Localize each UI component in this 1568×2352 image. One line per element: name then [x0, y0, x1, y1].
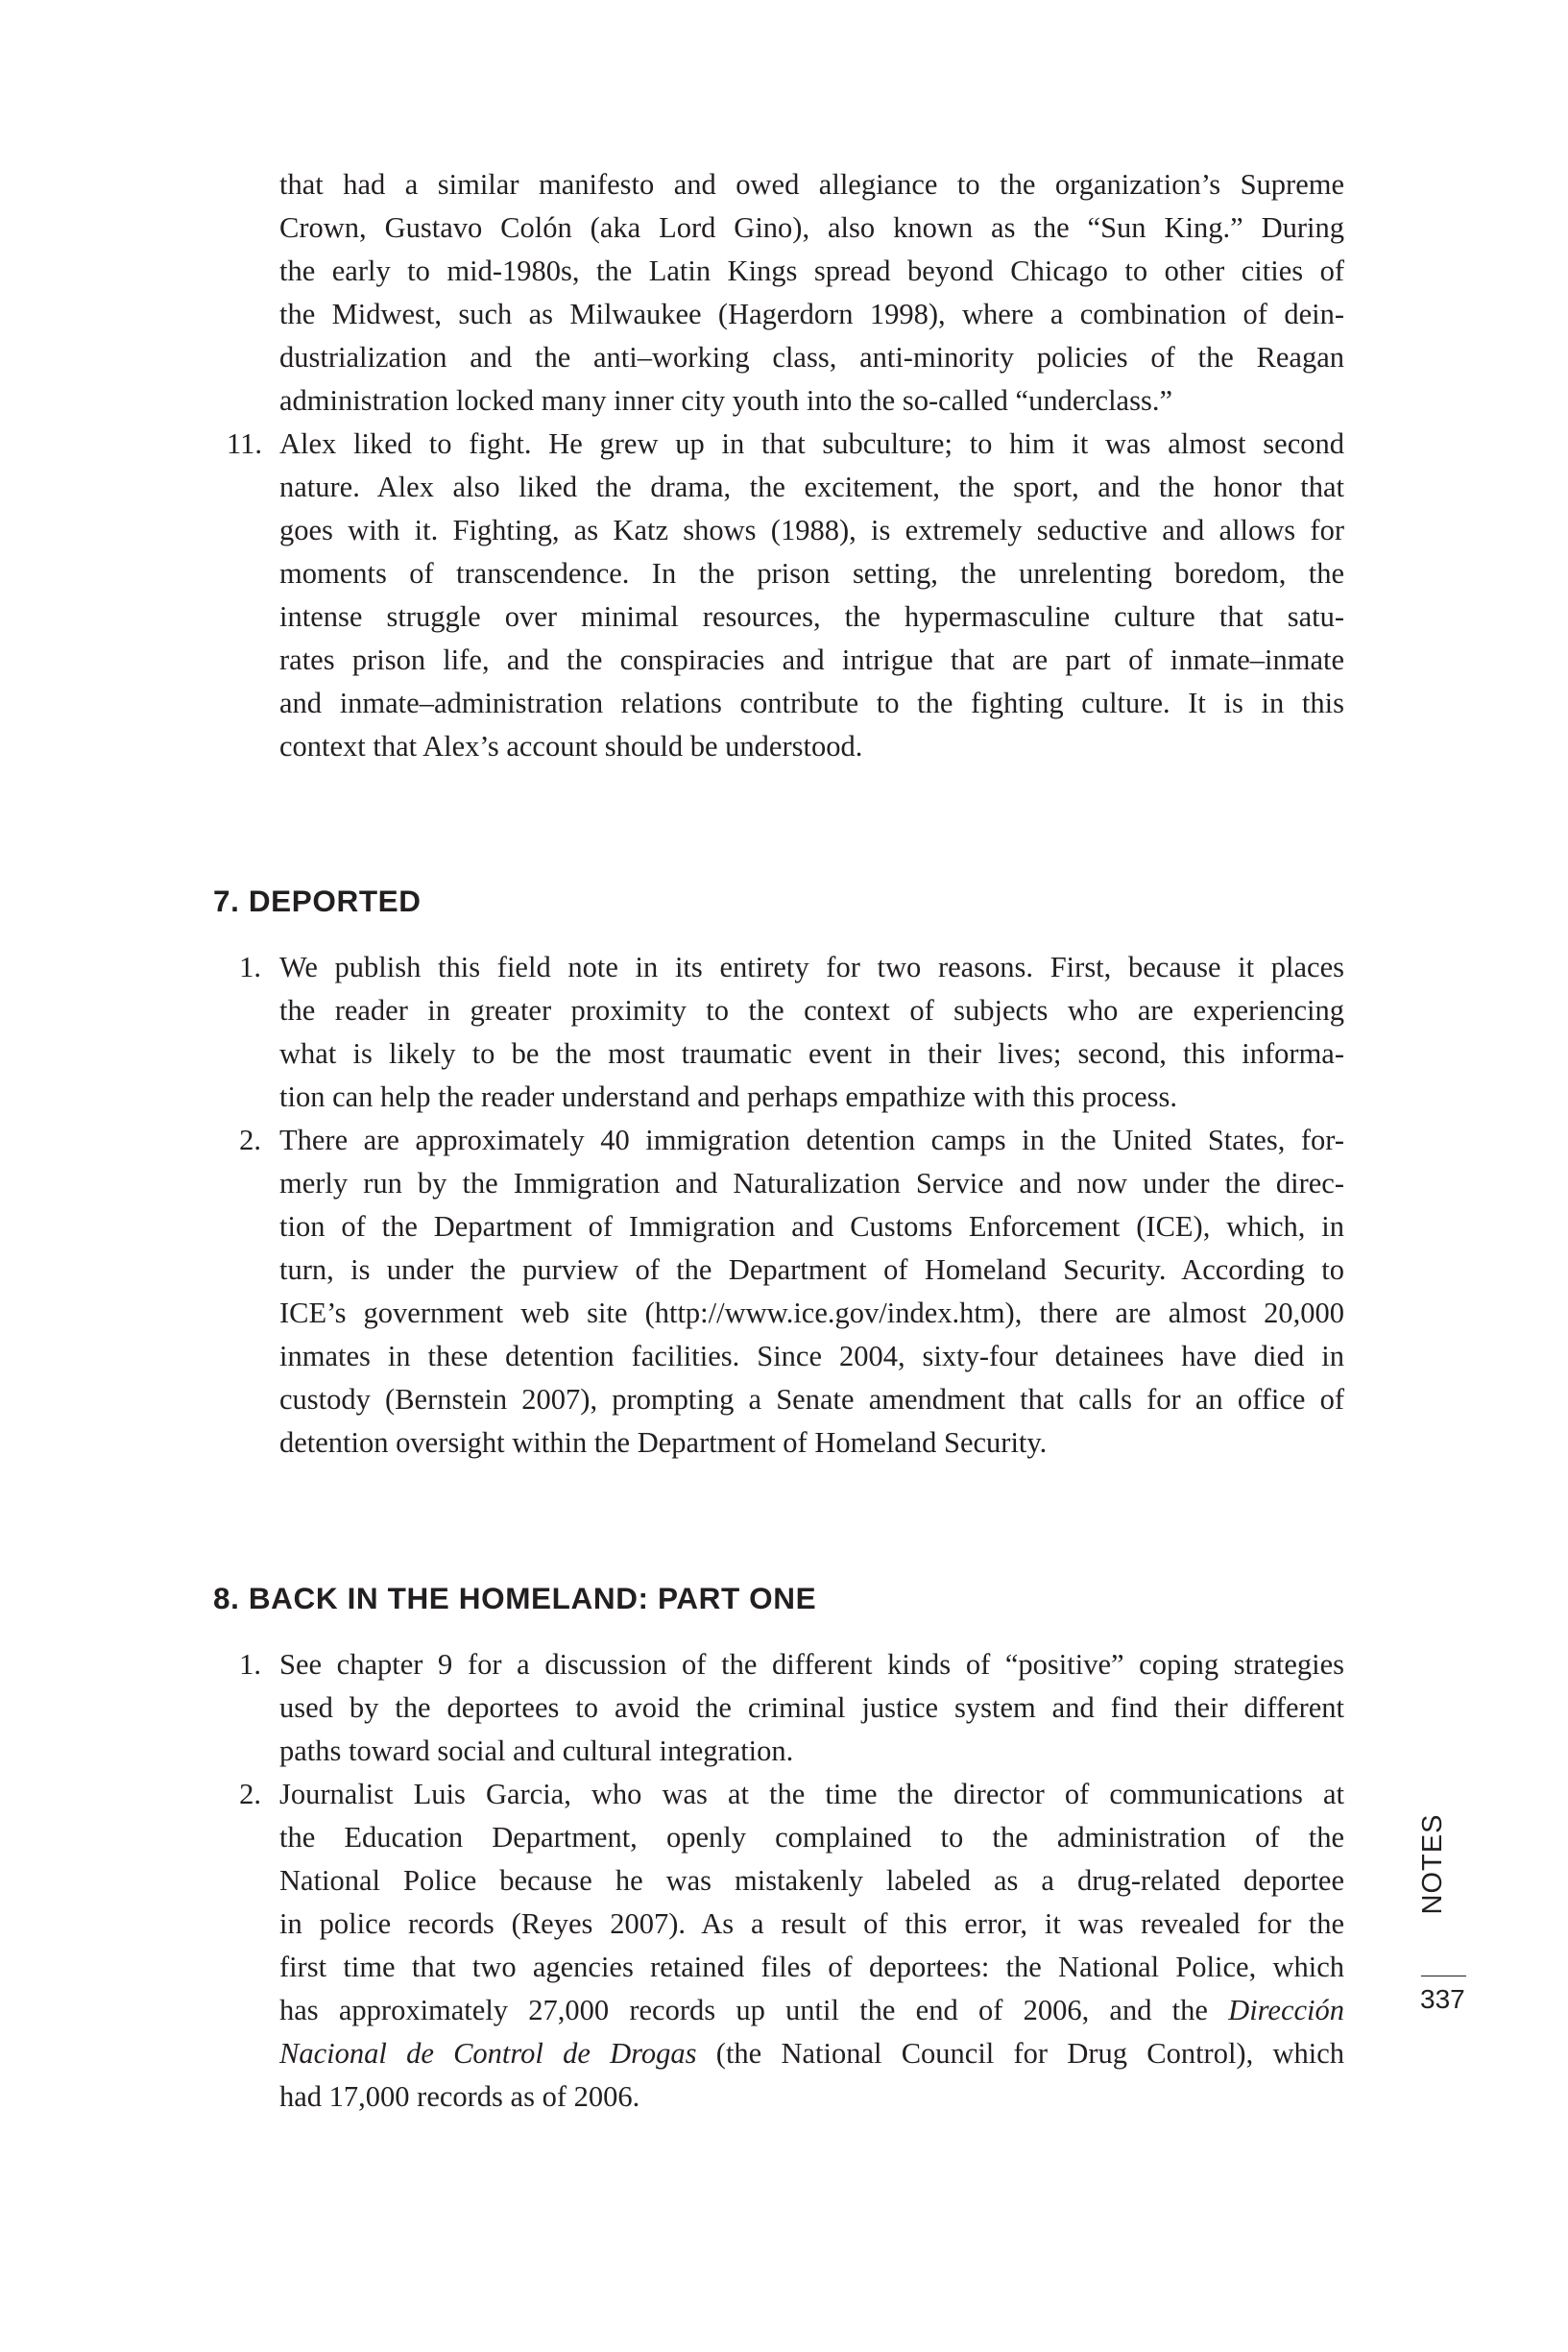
note-11-line-1: Alex liked to fight. He grew up in that subculture; to him it was almost second — [279, 427, 1344, 460]
note-11-line-4: moments of transcendence. In the prison setting, the unrelenting boredom, the — [279, 557, 1344, 590]
ch7-note-2-line-6: inmates in these detention facilities. Since 2004, sixty-four detainees have died in — [279, 1340, 1344, 1372]
page-number: 337 — [1420, 1984, 1465, 2014]
running-section-label — [1417, 1813, 1448, 1915]
ch7-note-2-line-2: merly run by the Immigration and Naturalization Service and now under the direc- — [279, 1167, 1344, 1200]
note-11-line-8: context that Alex’s account should be understood. — [279, 730, 863, 763]
ch7-note-1-line-3: what is likely to be the most traumatic event in their lives; second, this informa- — [279, 1037, 1344, 1070]
italic-term: Nacional de Control de Drogas — [279, 2037, 697, 2070]
note-11-line-6: rates prison life, and the conspiracies and intrigue that are part of inmate–inmate — [279, 643, 1344, 676]
ch8-note-2-line-3: National Police because he was mistakenly labeled as a drug-related deportee — [279, 1864, 1344, 1897]
ch8-note-1-line-3: paths toward social and cultural integration. — [279, 1734, 794, 1767]
note-10-line-2: Crown, Gustavo Colón (aka Lord Gino), also known as the “Sun King.” During — [279, 211, 1344, 244]
ch8-note-2-line-7 — [279, 2032, 1344, 2075]
ch8-note-2-line-2: the Education Department, openly complained to the administration of the — [279, 1821, 1344, 1854]
note-10-line-5: dustrialization and the anti–working class, anti-minority policies of the Reagan — [279, 341, 1344, 374]
note-10-line-6: administration locked many inner city youth into the so-called “underclass.” — [279, 384, 1172, 417]
section-label-text: NOTES — [1417, 1813, 1448, 1915]
note-11-line-5: intense struggle over minimal resources, the hypermasculine culture that satu- — [279, 600, 1344, 633]
ch7-note-1-line-2: the reader in greater proximity to the context of subjects who are experiencing — [279, 994, 1344, 1027]
note-11-line-2: nature. Alex also liked the drama, the excitement, the sport, and the honor that — [279, 471, 1344, 503]
ch7-note-2-line-4: turn, is under the purview of the Department of Homeland Security. According to — [279, 1253, 1344, 1286]
ch8-note-2-line-1: Journalist Luis Garcia, who was at the time the director of communications at — [279, 1778, 1344, 1810]
note-10-line-1: that had a similar manifesto and owed allegiance to the organization’s Supreme — [279, 168, 1344, 201]
note-11-line-3: goes with it. Fighting, as Katz shows (1988), is extremely seductive and allows for — [279, 514, 1344, 546]
ch7-note-2-line-1: There are approximately 40 immigration detention camps in the United States, for- — [279, 1124, 1344, 1156]
ch8-note-1-line-2: used by the deportees to avoid the criminal justice system and find their different — [279, 1691, 1344, 1724]
ch8-note-2-line-5: first time that two agencies retained files of deportees: the National Police, which — [279, 1951, 1344, 1983]
section-heading-chapter-8: 8. BACK IN THE HOMELAND: PART ONE — [213, 1581, 817, 1615]
note-number: 2. — [239, 1778, 261, 1810]
italic-term: Dirección — [1228, 1994, 1344, 2026]
note-number: 1. — [239, 1648, 261, 1681]
ch7-note-2-line-3: tion of the Department of Immigration and Customs Enforcement (ICE), which, in — [279, 1210, 1344, 1243]
line-text: has approximately 27,000 records up until the end of 2006, and the — [279, 1994, 1229, 2026]
note-number: 11. — [227, 427, 262, 460]
ch7-note-2-line-5: ICE’s government web site (http://www.ice.gov/index.htm), there are almost 20,000 — [279, 1297, 1344, 1329]
note-11-line-7: and inmate–administration relations contribute to the fighting culture. It is in this — [279, 687, 1344, 719]
note-10-line-4: the Midwest, such as Milwaukee (Hagerdorn 1998), where a combination of dein- — [279, 298, 1344, 330]
ch7-note-1-line-1: We publish this field note in its entirety for two reasons. First, because it places — [279, 951, 1344, 983]
section-heading-chapter-7: 7. DEPORTED — [213, 884, 422, 918]
line-text: (the National Council for Drug Control), which — [715, 2037, 1344, 2070]
ch8-note-2-line-6 — [279, 1989, 1344, 2032]
ch8-note-2-line-8: had 17,000 records as of 2006. — [279, 2080, 640, 2113]
ch7-note-2-line-7: custody (Bernstein 2007), prompting a Senate amendment that calls for an office of — [279, 1383, 1344, 1416]
note-10-line-3: the early to mid-1980s, the Latin Kings spread beyond Chicago to other cities of — [279, 255, 1344, 287]
note-number: 1. — [239, 951, 261, 983]
ch7-note-1-line-4: tion can help the reader understand and perhaps empathize with this process. — [279, 1080, 1178, 1113]
ch8-note-2-line-4: in police records (Reyes 2007). As a result of this error, it was revealed for the — [279, 1907, 1344, 1940]
ch7-note-2-line-8: detention oversight within the Department of Homeland Security. — [279, 1426, 1048, 1459]
note-number: 2. — [239, 1124, 261, 1156]
ch8-note-1-line-1: See chapter 9 for a discussion of the different kinds of “positive” coping strategies — [279, 1648, 1344, 1681]
